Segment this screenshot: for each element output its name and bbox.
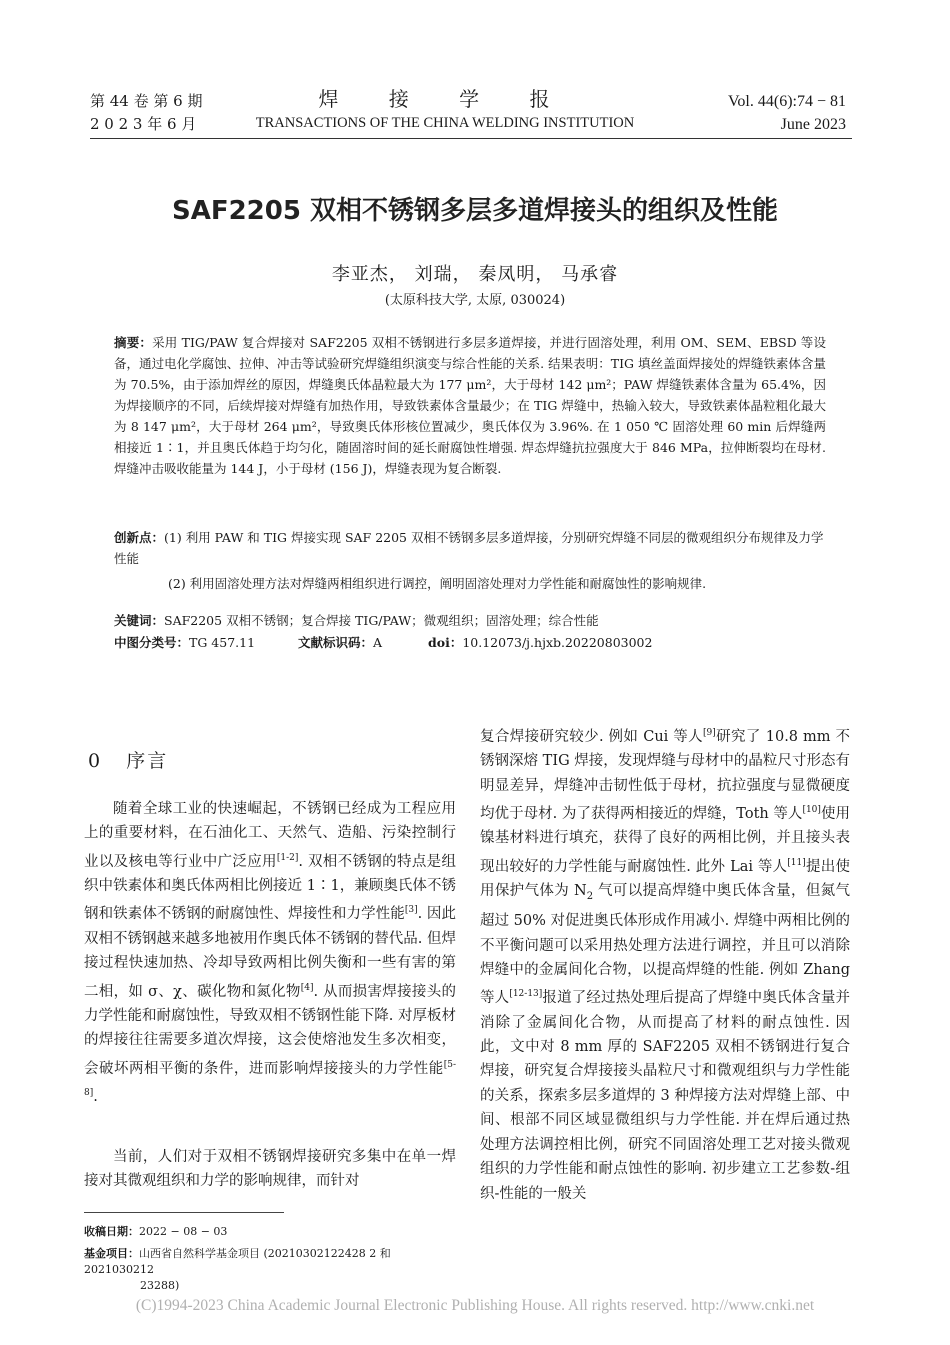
text-run: 随着全球工业的快速崛起，不锈钢已经成为工程应用上的重要材料，在石油化工、天然气、造船、污染控制行业以及核电等行业中广泛应用 (84, 801, 456, 870)
clc-label: 中图分类号： (114, 635, 190, 650)
citation: [12-13] (509, 989, 543, 1000)
abstract (114, 332, 826, 479)
fund-value: 山西省自然科学基金项目 (20210302122428 2 和 2021030212 (84, 1247, 391, 1276)
footnote-rule (84, 1212, 284, 1213)
header-month: June 2023 (780, 116, 846, 133)
header-volume: 第 44 卷 第 6 期 (90, 92, 203, 110)
header-vol-pages: Vol. 44(6):74 − 81 (727, 93, 846, 110)
journal-name-cn: 焊 接 学 报 (318, 87, 572, 111)
paragraph-1 (84, 797, 456, 1109)
affiliation: (太原科技大学, 太原, 030024) (384, 293, 566, 308)
copyright-footer: (C)1994-2023 China Academic Journal Electronic Publishing House. All rights reserved. http://www.cnki.net (135, 1297, 815, 1314)
section-heading (88, 746, 168, 773)
fund-label: 基金项目： (84, 1247, 139, 1260)
footnote-received (84, 1224, 456, 1240)
section-title: 序言 (126, 750, 169, 772)
keywords-label: 关键词： (114, 613, 165, 628)
abstract-label: 摘要： (114, 335, 153, 350)
text-run: 使用镍基材料进行填充，获得了良好的两相比例，并且接头表现出较好的力学性能与耐腐蚀性. 此外 Lai 等人 (480, 805, 850, 875)
clc-value: TG 457.11 (189, 635, 256, 650)
innovation-item-2: (2) 利用固溶处理方法对焊缝两相组织进行调控，阐明固溶处理对力学性能和耐腐蚀性的影响规律. (168, 576, 707, 591)
footnote-fund (84, 1246, 456, 1294)
citation: [11] (787, 857, 806, 868)
text-run: . 双相不锈钢的特点是组织中铁素体和奥氏体两相比例接近 1∶1，兼顾奥氏体不锈钢和铁素体不锈钢的耐腐蚀性、焊接性和力学性能 (84, 853, 457, 923)
received-label: 收稿日期： (84, 1225, 139, 1238)
doc-code-label: 文献标识码： (298, 635, 374, 650)
citation: [4] (300, 982, 314, 993)
abstract-text: 采用 TIG/PAW 复合焊接对 SAF2205 双相不锈钢进行多层多道焊接，并进行固溶处理，利用 OM、SEM、EBSD 等设备，通过电化学腐蚀、拉伸、冲击等试验研究焊缝组织演变与综合性能的关系. 结果表明：TIG 填丝盖面焊接处的焊缝铁素体含量为 70.5%，由于添加焊丝的原因，焊缝奥氏体晶粒最大为 177 μm²，大于母材 142 μm²；PAW 焊缝铁素体含量为 65.4%，因为焊接顺序的不同，后续焊接对焊缝有加热作用，导致铁素体含量最少；在 TIG 焊缝中，热输入较大，导致铁素体晶粒粗化最大为 8 147 μm²，大于母材 264 μm²，导致奥氏体形核位置减少，奥氏体仅为 3.96%. 在 1 050 ℃ 固溶处理 60 min 后焊缝两相接近 1∶1，并且奥氏体趋于均匀化，随固溶时间的延长耐腐蚀性增强. 焊态焊缝抗拉强度大于 846 MPa，拉伸断裂均在母材. 焊缝冲击吸收能量为 144 J，小于母材 (156 J)，焊缝表现为复合断裂. (114, 335, 826, 476)
classification (114, 632, 826, 653)
text-run: . 从而损害焊接接头的力学性能和耐腐蚀性，导致双相不锈钢性能下降. 对厚板材的焊接往往需要多道次焊接，这会使熔池发生多次相变，会破坏两相平衡的条件，进而影响焊接接头的力学性能 (84, 983, 457, 1077)
keywords-text: SAF2205 双相不锈钢；复合焊接 TIG/PAW；微观组织；固溶处理；综合性能 (164, 613, 599, 628)
innovation (114, 527, 826, 569)
doc-code-value: A (373, 635, 383, 650)
doi-label: doi： (428, 635, 463, 650)
header-citation (728, 90, 846, 136)
subscript: 2 (586, 890, 594, 902)
text-run: . 因此双相不锈钢越来越多地被用作奥氏体不锈钢的替代品. 但焊接过程快速加热、冷却导致两相比例失衡和一些有害的第二相，如 σ、χ、碳化物和氮化物 (84, 906, 457, 1000)
citation: [5-8] (84, 1059, 456, 1098)
received-value: 2022 − 08 − 03 (139, 1225, 228, 1238)
citation: [9] (703, 728, 716, 738)
header-rule (90, 138, 852, 139)
text-run: . (93, 1088, 98, 1105)
text-run: 研究了 10.8 mm 不锈钢深熔 TIG 焊接，发现焊缝与母材中的晶粒尺寸形态有明显差异，焊缝冲击韧性低于母材，抗拉强度与显微硬度均优于母材. 为了获得两相接近的焊缝，Toth 等人 (480, 728, 850, 822)
journal-name (230, 86, 660, 134)
citation: [10] (802, 805, 821, 816)
text-run: 气可以提高焊缝中奥氏体含量，但氮气超过 50% 对促进奥氏体形成作用减小. 焊缝中两相比例的不平衡问题可以采用热处理方法进行调控，并且可以消除焊缝中的金属间化合物，以提高焊缝的性能. 例如 Zhang 等人 (480, 882, 851, 1007)
authors: 李亚杰， 刘瑞， 秦凤明， 马承睿 (331, 264, 619, 285)
doi-value: 10.12073/j.hjxb.20220803002 (462, 635, 653, 650)
header-date: 2 0 2 3 年 6 月 (90, 115, 197, 133)
keywords (114, 610, 826, 631)
fund-value-continued: 23288) (140, 1279, 180, 1292)
text-run: 提出使用保护气体为 N (480, 858, 850, 899)
journal-name-en: TRANSACTIONS OF THE CHINA WELDING INSTITUTION (255, 115, 635, 131)
section-number: 0 (88, 750, 103, 772)
paper-title: SAF2205 双相不锈钢多层多道焊接头的组织及性能 (171, 196, 779, 226)
header-issue (90, 90, 202, 136)
paragraph-right-column (480, 721, 850, 1206)
paragraph-2: 当前，人们对于双相不锈钢焊接研究多集中在单一焊接对其微观组织和力学的影响规律，而针对 (84, 1149, 456, 1190)
citation: [1-2] (276, 852, 299, 863)
innovation-label: 创新点： (114, 530, 165, 545)
citation: [3] (404, 905, 418, 916)
text-run: 复合焊接研究较少. 例如 Cui 等人 (480, 728, 704, 745)
text-run: 报道了经过热处理后提高了焊缝中奥氏体含量并消除了金属间化合物，从而提高了材料的耐点蚀性. 因此，文中对 8 mm 厚的 SAF2205 双相不锈钢进行复合焊接，研究复合焊接接头晶粒尺寸和微观组织与力学性能的关系，探索多层多道焊的 3 种焊接方法对焊缝上部、中间、根部不同区域显微组织与力学性能. 并在焊后通过热处理方法调控相比例，研究不同固溶处理工艺对接头微观组织的力学性能和耐点蚀性的影响. 初步建立工艺参数-组织-性能的一般关 (480, 990, 851, 1202)
innovation-item-1: (1) 利用 PAW 和 TIG 焊接实现 SAF 2205 双相不锈钢多层多道焊接，分别研究焊缝不同层的微观组织分布规律及力学性能 (114, 530, 824, 566)
